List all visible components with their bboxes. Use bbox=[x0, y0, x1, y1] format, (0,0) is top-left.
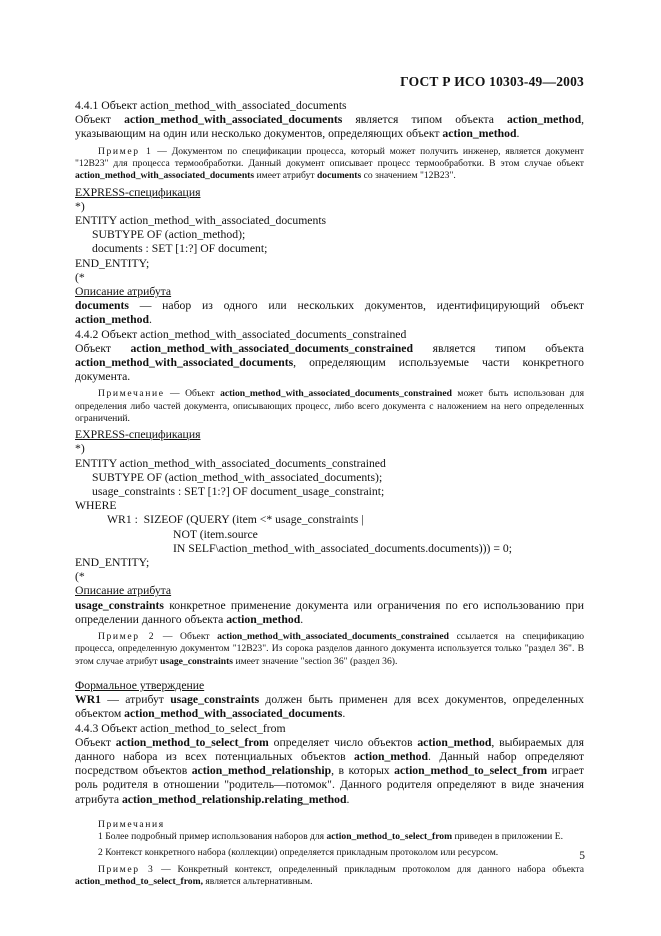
note-1: 1 Более подробный пример использования наборов для action_method_to_select_from приведен в приложении Е. bbox=[98, 831, 563, 843]
code-line: IN SELF\action_method_with_associated_documents.documents))) = 0; bbox=[173, 541, 512, 555]
code-line: SUBTYPE OF (action_method_with_associated_documents); bbox=[92, 470, 383, 484]
code-line: ENTITY action_method_with_associated_documents bbox=[75, 213, 327, 227]
attribute-description: usage_constraints конкретное применение документа или ограничения по его использованию при определении данного объекта action_method. bbox=[75, 598, 584, 626]
note-4-4-2: Примечание — Объект action_method_with_associated_documents_constrained может быть использован для определения либо частей документа, описывающих процесс, либо всего документа с наложением на него определенных ограничений. bbox=[75, 388, 585, 424]
code-line: (* bbox=[75, 270, 85, 284]
code-line: (* bbox=[75, 570, 85, 584]
formal-statement: WR1 — атрибут usage_constraints должен быть применен для всех документов, определенных объектом action_method_with_associated_documents. bbox=[75, 693, 584, 721]
express-spec-label: EXPRESS-спецификация bbox=[75, 185, 201, 199]
express-code-block bbox=[75, 442, 584, 584]
code-line: SUBTYPE OF (action_method); bbox=[92, 228, 246, 242]
page-body bbox=[75, 99, 584, 891]
code-line: END_ENTITY; bbox=[75, 556, 150, 570]
section-heading-4-4-3: 4.4.3 Объект action_method_to_select_from bbox=[75, 721, 286, 735]
attribute-description-label: Описание атрибута bbox=[75, 584, 172, 598]
express-code-block bbox=[75, 200, 584, 285]
example-1: Пример 1 — Документом по спецификации процесса, который может получить инженер, является документ "12В23" для процесса термообработки. Данный документ описывает процесс термообработки. В этом случае объект action_method_with_associated_documents имеет атрибут documents со значением "12В23". bbox=[75, 145, 584, 182]
code-line: *) bbox=[75, 442, 85, 456]
formal-statement-label: Формальное утверждение bbox=[75, 678, 205, 692]
express-spec-label: EXPRESS-спецификация bbox=[75, 428, 201, 442]
attribute-description: documents — набор из одного или нескольких документов, идентифицирующий объект action_method. bbox=[75, 299, 584, 327]
paragraph-4-4-1: Объект action_method_with_associated_documents является типом объекта action_method, указывающим на один или несколько документов, определяющих объект action_method. bbox=[75, 113, 584, 141]
code-line: documents : SET [1:?] OF document; bbox=[92, 242, 268, 256]
section-heading-4-4-1: 4.4.1 Объект action_method_with_associated_documents bbox=[75, 99, 347, 112]
code-line: END_ENTITY; bbox=[75, 256, 150, 270]
note-2: 2 Контекст конкретного набора (коллекции) определяется прикладным протоколом или ресурсом. bbox=[98, 847, 499, 859]
page-number: 5 bbox=[579, 850, 585, 862]
code-line: usage_constraints : SET [1:?] OF document_usage_constraint; bbox=[92, 485, 385, 499]
code-line: *) bbox=[75, 199, 85, 213]
notes-label: Примечания bbox=[98, 818, 165, 830]
section-heading-4-4-2: 4.4.2 Объект action_method_with_associated_documents_constrained bbox=[75, 327, 407, 341]
paragraph-4-4-2: Объект action_method_with_associated_documents_constrained является типом объекта action_method_with_associated_documents, определяющим используемые части конкретного документа. bbox=[75, 341, 584, 384]
code-line: WHERE bbox=[75, 499, 117, 513]
document-code-header: ГОСТ Р ИСО 10303-49—2003 bbox=[400, 74, 584, 89]
example-3: Пример 3 — Конкретный контекст, определенный прикладным протоколом для данного набора объекта action_method_to_select_from, является альтернативным. bbox=[75, 863, 584, 887]
code-line: ENTITY action_method_with_associated_documents_constrained bbox=[75, 456, 386, 470]
attribute-description-label: Описание атрибута bbox=[75, 284, 172, 298]
code-line: NOT (item.source bbox=[173, 527, 258, 541]
example-2: Пример 2 — Объект action_method_with_associated_documents_constrained ссылается на спецификацию процесса, определенную документом "12В23". Из сорока разделов данного документа используется только "раздел 36". В этом случае атрибут usage_constraints имеет значение "section 36" (раздел 36). bbox=[75, 631, 584, 667]
code-line: WR1 : SIZEOF (QUERY (item <* usage_constraints | bbox=[107, 513, 364, 527]
paragraph-4-4-3: Объект action_method_to_select_from определяет число объектов action_method, выбираемых для данного набора из всех потенциальных объектов action_method. Данный набор определяют посредством объектов action_method_relationship, в которых action_method_to_select_from играет роль родителя в отношении "родитель—потомок". Данного родителя определяют в виде значения атрибута action_method_relationship.relating_method. bbox=[75, 735, 585, 806]
